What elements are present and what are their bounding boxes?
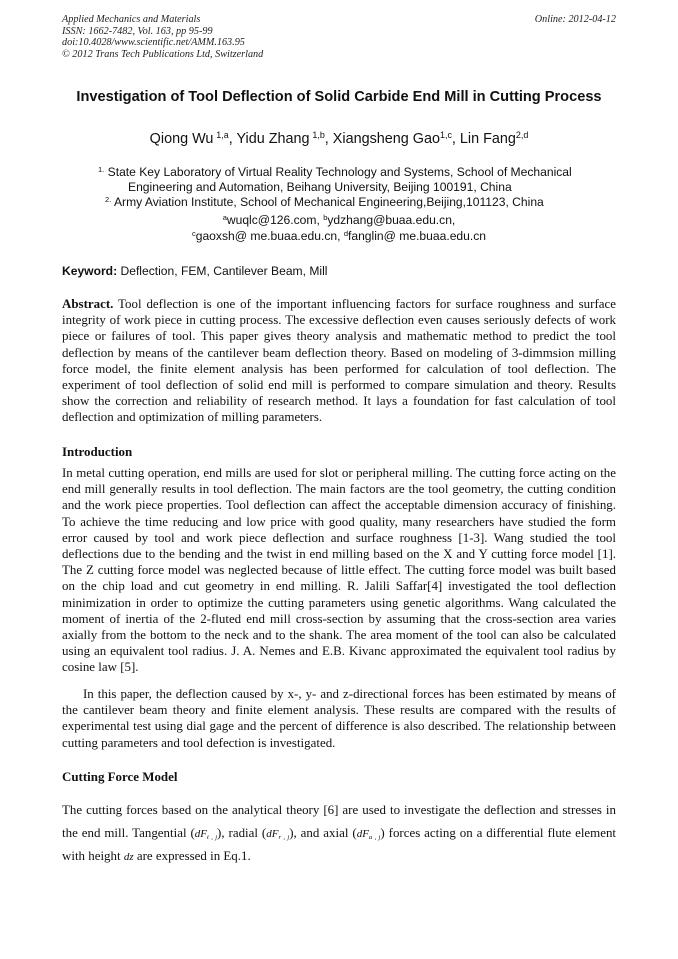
paragraph-text: ), and axial ( [289,824,357,840]
height-symbol: dz [123,851,134,863]
author-affil-mark: 1,c [440,130,452,141]
radial-force-symbol: $dF_{r , j}$ [266,827,290,841]
email-address: fanglin@ me.buaa.edu.cn [348,229,487,243]
affiliation-mark: 1. [98,164,105,174]
email-address: gaoxsh@ me.buaa.edu.cn, [195,229,344,243]
doi-line: doi:10.4028/www.scientific.net/AMM.163.95 [62,37,245,48]
keywords-label: Keyword: [62,264,118,278]
author-name: Qiong Wu [149,131,214,147]
paragraph-text: ), radial ( [217,824,267,840]
email-address: ydzhang@buaa.edu.cn, [327,213,456,227]
journal-header [62,14,616,60]
keywords [62,264,616,279]
author-affil-mark: 1,a [216,130,229,141]
affiliation-2 [62,195,616,210]
email-mark: a [222,212,227,222]
section-heading-introduction: Introduction [62,444,133,459]
email-mark: b [323,212,328,222]
copyright-line: © 2012 Trans Tech Publications Ltd, Switzerland [62,48,264,60]
paper-title: Investigation of Tool Deflection of Solid Carbide End Mill in Cutting Process [76,89,602,105]
abstract-label: Abstract. [62,296,114,311]
abstract-text: Tool deflection is one of the important influencing factors for surface roughness and surface integrity of work piece in cutting process. The excessive deflection even causes seriously defects of work piece or failures of tool. This paper gives theory analysis and mathematic method to predict the tool deflection by means of the cantilever beam deflection theory. Based on modeling of 3-dimmsion milling force model, the finite element analysis has been performed for calculation of tool deflection. The experiment of tool deflection of solid end mill is performed to compare simulation and theory. Results show the correction and reliability of research method. It lays a foundation for fast calculation of tool deflection and optimization of milling parameters. [62,296,616,425]
author-affil-mark: 1,b [312,130,325,141]
email-mark: d [343,228,348,238]
tangential-force-symbol: $dF_{t , j}$ [194,827,218,841]
author-name: Lin Fang [459,131,516,147]
paragraph-text: The cutting forces based on the analytical theory [6] are used to investigate the deflection and stresses in the end mill. Tangential ( [62,802,616,840]
issn-line: ISSN: 1662-7482, Vol. 163, pp 95-99 [62,25,213,37]
affiliation-text: Army Aviation Institute, School of Mechanical Engineering,Beijing,101123, China [113,195,544,209]
affiliation-text: Engineering and Automation, Beihang University, Beijing 100191, China [128,180,512,194]
paragraph-text: ) forces acting on a differential flute element with height [62,824,617,863]
journal-name: Applied Mechanics and Materials [62,14,201,25]
affiliation-text: State Key Laboratory of Virtual Reality Technology and Systems, School of Mechanical [107,165,572,179]
paragraph-text: are expressed in Eq.1. [133,848,251,863]
author-emails [62,212,616,244]
email-address: wuqlc@126.com, [226,213,324,227]
abstract [62,296,616,426]
keywords-text: Deflection, FEM, Cantilever Beam, Mill [120,264,328,278]
affiliation-mark: 2. [105,194,112,204]
affiliations [62,165,616,210]
author-name: Yidu Zhang [236,131,310,147]
axial-force-symbol: $dF_{a , j}$ [356,827,381,841]
author-list: Qiong Wu $^{1,a}$, Yidu Zhang $^{1,b}$, Xiangsheng Gao$^{1,c}$, Lin Fang$^{2,d}$ [149,130,529,147]
online-date: Online: 2012-04-12 [534,14,616,25]
cutting-force-paragraph [62,799,616,869]
affiliation-1 [62,165,616,195]
section-heading-cutting-force-model: Cutting Force Model [62,769,178,784]
introduction-paragraph-1: In metal cutting operation, end mills are used for slot or peripheral milling. The cutting force acting on the end mill generally results in tool deflection. The main factors are the tool geometry, the cutting condition and the work piece properties. Tool deflection can affect the acceptable dimension accuracy of finishing. To achieve the time reducing and low price with good quality, many researchers have studied the form error caused by tool and work piece deflection and surface roughness [1-3]. Wang studied the tool deflections due to the bending and the twist in end milling based on the X and Y cutting force model [1]. The Z cutting force model was neglected because of little effect. The cutting force model was built based on the chip load and cut geometry in end milling. R. Jalili Saffar[4] investigated the tool deflection minimization in order to optimize the cutting parameters using genetic algorithms. Wang calculated the moment of inertia of the 2-fluted end mill cross-section by assuming that the cross-section area varies axially from the bottom to the neck and to the shank. The area moment of the tool can also be calculated using an equivalent tool radius. J. A. Nemes and E.B. Kivanc approximated the equivalent tool radius by cosine law [5]. [62,465,616,675]
author-affil-mark: 2,d [515,130,529,141]
author-name: Xiangsheng Gao [332,131,441,147]
email-mark: c [191,228,196,238]
introduction-paragraph-2: In this paper, the deflection caused by x-, y- and z-directional forces has been estimated by means of the cantilever beam theory and finite element analysis. These results are compared with the results of experimental test using dial gage and the percent of difference is also described. The relationship between cutting parameters and tool defection is investigated. [62,686,616,750]
